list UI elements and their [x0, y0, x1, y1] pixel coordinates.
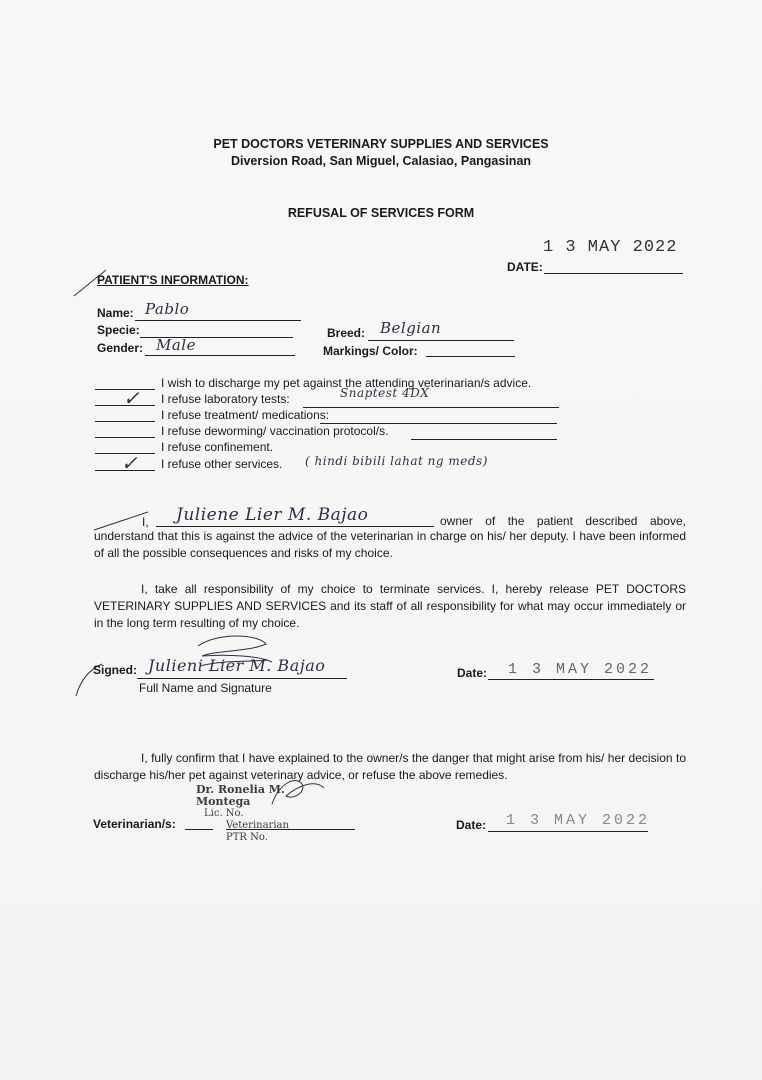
- date-stamp: 1 3 MAY 2022: [543, 238, 678, 257]
- veterinarian-label: Veterinarian/s:: [93, 817, 176, 831]
- release-paragraph: I, take all responsibility of my choice to terminate services. I, hereby release PET DOCTORS VETERINARY SUPPLIES AND SERVICES and its staff of all responsibility for what may occur immediately or in the long term resulting of my choice.: [94, 582, 686, 630]
- date-label: DATE:: [507, 260, 543, 274]
- owner-date-stamp: 1 3 MAY 2022: [508, 661, 653, 678]
- owner-date-line: [488, 679, 654, 680]
- option-text: I refuse confinement.: [161, 440, 274, 454]
- owner-name-line: [156, 526, 434, 527]
- option-text: I refuse treatment/ medications:: [161, 408, 330, 422]
- vet-date-line: [488, 831, 648, 832]
- gender-line: [145, 355, 295, 356]
- specie-label: Specie:: [97, 323, 140, 337]
- gender-value: Male: [156, 336, 196, 354]
- option-text: I refuse other services.: [161, 457, 283, 471]
- vet-stamp-title: Veterinarian: [226, 820, 289, 831]
- form-title: REFUSAL OF SERVICES FORM: [287, 206, 475, 220]
- name-value: Pablo: [145, 300, 190, 318]
- vet-date-label: Date:: [456, 818, 487, 832]
- markings-line: [426, 356, 515, 357]
- signed-label: Signed:: [93, 663, 137, 677]
- option-note: ( hindi bibili lahat ng meds): [305, 454, 488, 468]
- vet-line-a: [185, 829, 213, 830]
- owner-date-label: Date:: [457, 666, 488, 680]
- option-text: I refuse deworming/ vaccination protocol/s.: [161, 424, 389, 438]
- breed-value: Belgian: [380, 319, 442, 337]
- gender-label: Gender:: [97, 341, 144, 355]
- statement-suffix: owner of the patient described above,: [440, 514, 686, 528]
- owner-signature: Julieni Lier M. Bajao: [148, 656, 326, 675]
- patient-section-title: PATIENT'S INFORMATION:: [97, 273, 249, 287]
- name-line: [135, 320, 301, 321]
- check-mark-icon: ✓: [121, 451, 139, 475]
- option-row: [95, 451, 565, 475]
- option-row: [95, 424, 565, 440]
- breed-label: Breed:: [327, 326, 366, 340]
- vet-confirm-text: I, fully confirm that I have explained to the owner/s the danger that might arise from his/ her decision to discharge his/her pet against veterinary advice, or refuse the above remedies.: [94, 751, 686, 782]
- vet-stamp-lic: Lic. No.: [204, 808, 244, 819]
- option-note: Snaptest 4DX: [340, 386, 430, 400]
- vet-date-stamp: 1 3 MAY 2022: [506, 812, 651, 829]
- vet-stamp-ptr: PTR No.: [226, 832, 268, 843]
- option-text: I wish to discharge my pet against the attending veterinarian/s advice.: [161, 376, 532, 390]
- option-row: [95, 376, 565, 392]
- option-text: I refuse laboratory tests:: [161, 392, 290, 406]
- vet-signature-scribble-icon: [266, 774, 330, 810]
- statement-body: understand that this is against the advice of the veterinarian in charge on his/ her deputy. I have been informed of all the possible consequences and risks of my choice.: [94, 529, 686, 560]
- company-name: PET DOCTORS VETERINARY SUPPLIES AND SERVICES: [213, 137, 549, 151]
- option-row: [95, 386, 565, 410]
- signature-line: [137, 678, 347, 679]
- option-row: [95, 408, 565, 424]
- breed-line: [368, 340, 514, 341]
- date-line: [544, 273, 683, 274]
- signature-caption: Full Name and Signature: [139, 681, 272, 695]
- owner-name: Juliene Lier M. Bajao: [176, 505, 369, 525]
- check-mark-icon: ✓: [123, 386, 141, 410]
- markings-label: Markings/ Color:: [323, 344, 418, 358]
- statement-prefix: I,: [142, 515, 149, 529]
- name-label: Name:: [97, 306, 134, 320]
- company-address: Diversion Road, San Miguel, Calasiao, Pangasinan: [230, 154, 532, 168]
- vet-line-b: [226, 829, 355, 830]
- vet-stamp-name: Dr. Ronelia M. Montega: [196, 783, 285, 808]
